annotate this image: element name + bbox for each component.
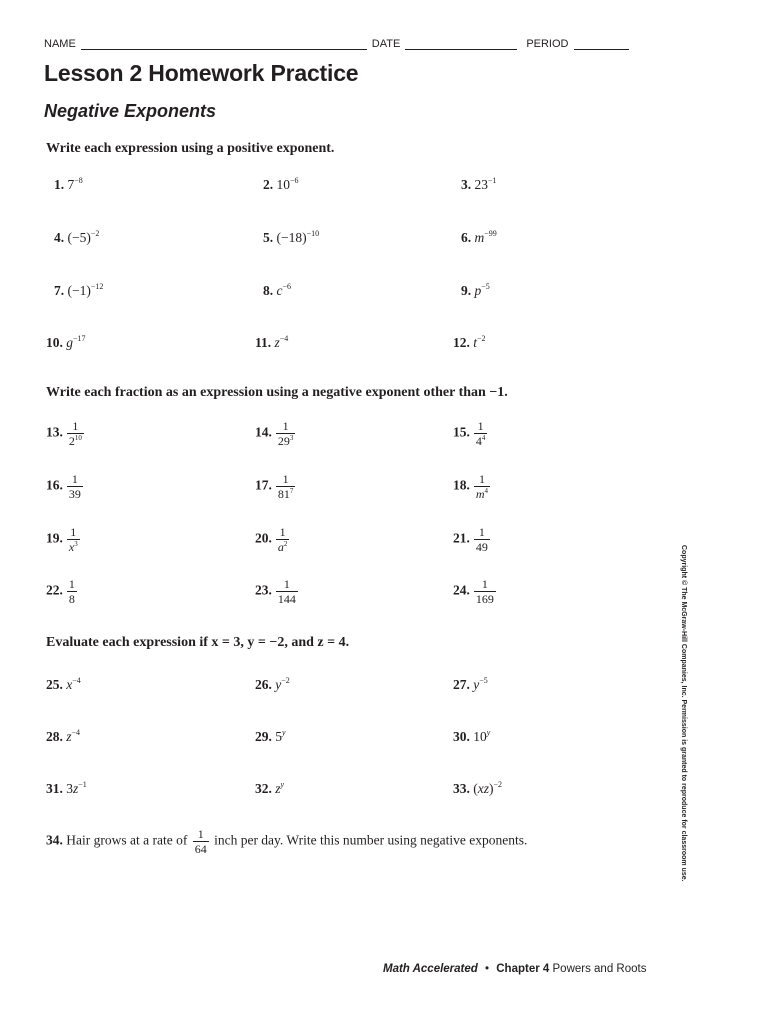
expression-base: 10 bbox=[473, 729, 487, 744]
problem bbox=[46, 336, 86, 350]
expression-exponent: −10 bbox=[306, 229, 320, 238]
fraction-numerator: 1 bbox=[70, 525, 77, 539]
fraction bbox=[276, 578, 298, 605]
expression-base: 10 bbox=[276, 177, 290, 192]
page-subtitle: Negative Exponents bbox=[44, 101, 217, 121]
fraction bbox=[474, 526, 490, 553]
problem bbox=[453, 473, 490, 500]
fraction-denominator: 64 bbox=[194, 841, 207, 856]
problem bbox=[453, 782, 502, 796]
date-blank[interactable] bbox=[405, 38, 517, 50]
problem-number: 5. bbox=[263, 230, 277, 245]
expression-exponent: −8 bbox=[74, 176, 83, 185]
problem bbox=[453, 678, 488, 692]
problem-number: 11. bbox=[255, 335, 275, 350]
fraction bbox=[67, 526, 80, 553]
problem-number: 25. bbox=[46, 677, 67, 692]
problem-number: 7. bbox=[54, 283, 68, 298]
problem-number: 21. bbox=[453, 530, 470, 546]
header-row bbox=[44, 34, 636, 50]
fraction-denominator: 49 bbox=[475, 539, 488, 554]
problem bbox=[46, 578, 77, 605]
fraction bbox=[474, 420, 488, 447]
problem-number: 18. bbox=[453, 477, 470, 493]
fraction-denominator: 169 bbox=[475, 591, 494, 606]
expression-exponent: y bbox=[280, 780, 285, 789]
footer-chapter: Chapter 4 bbox=[496, 963, 550, 975]
fraction-numerator: 1 bbox=[477, 419, 484, 433]
fraction-numerator: 1 bbox=[71, 472, 78, 486]
copyright-notice: Copyright © The McGraw-Hill Companies, Inc. Permission is granted to reproduce for classroom use. bbox=[680, 545, 687, 882]
expression-base: (xz) bbox=[473, 781, 494, 796]
fraction bbox=[67, 473, 83, 500]
fraction-numerator: 1 bbox=[282, 472, 289, 486]
problem bbox=[453, 336, 486, 350]
fraction bbox=[193, 828, 209, 855]
expression-base: m bbox=[474, 230, 485, 245]
fraction-numerator: 1 bbox=[283, 577, 290, 591]
expression-exponent: −4 bbox=[72, 676, 81, 685]
problem-number: 23. bbox=[255, 582, 272, 598]
problem-number: 3. bbox=[461, 177, 475, 192]
fraction bbox=[474, 578, 496, 605]
fraction bbox=[276, 420, 296, 447]
expression-exponent: −12 bbox=[90, 282, 104, 291]
problem bbox=[255, 526, 289, 553]
problem-text-before: Hair grows at a rate of bbox=[66, 832, 188, 848]
footer-bullet: • bbox=[485, 963, 490, 975]
period-blank[interactable] bbox=[574, 38, 629, 50]
problem-number: 26. bbox=[255, 677, 276, 692]
fraction-denominator: $2^{10}$ bbox=[68, 433, 82, 448]
denominator-exponent: 10 bbox=[74, 433, 82, 442]
expression-base: 3z bbox=[66, 781, 79, 796]
expression-base: 7 bbox=[67, 177, 75, 192]
problem-number: 22. bbox=[46, 582, 63, 598]
fraction-numerator: 1 bbox=[481, 577, 488, 591]
problem bbox=[54, 231, 99, 245]
fraction-numerator: 1 bbox=[72, 419, 79, 433]
problem-number: 30. bbox=[453, 729, 474, 744]
section1-instruction: Write each expression using a positive exponent. bbox=[46, 141, 335, 156]
denominator-exponent: 3 bbox=[74, 539, 78, 548]
problem bbox=[255, 473, 295, 500]
expression-exponent: −1 bbox=[488, 176, 497, 185]
expression-base: (−5) bbox=[67, 230, 91, 245]
fraction bbox=[276, 526, 290, 553]
expression-base: y bbox=[473, 677, 480, 692]
problem-number: 12. bbox=[453, 335, 474, 350]
problem bbox=[54, 284, 103, 298]
problem bbox=[46, 526, 80, 553]
fraction-denominator: $4^4$ bbox=[475, 433, 486, 448]
problem bbox=[461, 178, 497, 192]
problem-text-after: inch per day. Write this number using negative exponents. bbox=[214, 832, 528, 848]
section3-instruction: Evaluate each expression if x = 3, y = −2, and z = 4. bbox=[46, 635, 350, 650]
problem-number: 8. bbox=[263, 283, 277, 298]
expression-base: z bbox=[275, 781, 281, 796]
fraction-denominator: $m^4$ bbox=[475, 486, 489, 501]
problem-number: 1. bbox=[54, 177, 68, 192]
problem-number: 32. bbox=[255, 781, 276, 796]
expression-exponent: −5 bbox=[481, 282, 490, 291]
footer-chapter-title: Powers and Roots bbox=[552, 963, 647, 975]
problem-number: 27. bbox=[453, 677, 474, 692]
fraction bbox=[474, 473, 490, 500]
expression-exponent: −1 bbox=[78, 780, 87, 789]
fraction bbox=[67, 420, 84, 447]
problem-number: 29. bbox=[255, 729, 276, 744]
denominator-exponent: 7 bbox=[289, 486, 294, 495]
problem bbox=[54, 178, 83, 192]
problem-number: 34. bbox=[46, 832, 63, 848]
expression-exponent: −99 bbox=[484, 229, 497, 238]
problem-number: 2. bbox=[263, 177, 277, 192]
expression-exponent: −4 bbox=[279, 334, 289, 343]
problem-number: 10. bbox=[46, 335, 67, 350]
denominator-exponent: 2 bbox=[283, 539, 288, 548]
expression-base: (−1) bbox=[67, 283, 91, 298]
expression-exponent: y bbox=[486, 728, 491, 737]
date-label: DATE bbox=[371, 38, 401, 50]
problem-number: 13. bbox=[46, 424, 63, 440]
name-blank[interactable] bbox=[81, 38, 367, 50]
problem-number: 6. bbox=[461, 230, 475, 245]
fraction-numerator: 1 bbox=[478, 525, 485, 539]
expression-base: 23 bbox=[474, 177, 488, 192]
problem bbox=[46, 730, 80, 744]
expression-base: x bbox=[66, 677, 73, 692]
problem bbox=[255, 678, 290, 692]
expression-base: 5 bbox=[275, 729, 282, 744]
problem-number: 17. bbox=[255, 477, 272, 493]
problem-number: 19. bbox=[46, 530, 63, 546]
expression-exponent: −2 bbox=[477, 334, 486, 343]
problem bbox=[453, 420, 487, 447]
problem-34 bbox=[46, 828, 527, 855]
expression-base: g bbox=[66, 335, 73, 350]
problem bbox=[46, 420, 84, 447]
problem bbox=[263, 231, 319, 245]
denominator-exponent: 4 bbox=[481, 433, 486, 442]
problem bbox=[453, 526, 490, 553]
fraction-denominator: $a^2$ bbox=[277, 539, 288, 554]
problem bbox=[46, 473, 83, 500]
problem bbox=[263, 284, 291, 298]
expression-base: (−18) bbox=[276, 230, 307, 245]
problem-number: 9. bbox=[461, 283, 475, 298]
problem-number: 20. bbox=[255, 530, 272, 546]
problem-number: 28. bbox=[46, 729, 67, 744]
expression-exponent: −6 bbox=[290, 176, 299, 185]
fraction-numerator: 1 bbox=[197, 827, 204, 841]
fraction-denominator: 8 bbox=[68, 591, 75, 606]
problem bbox=[255, 336, 288, 350]
fraction bbox=[67, 578, 77, 605]
fraction-numerator: 1 bbox=[68, 577, 75, 591]
problem bbox=[461, 284, 490, 298]
page-title: Lesson 2 Homework Practice bbox=[44, 60, 359, 86]
expression-base: z bbox=[274, 335, 280, 350]
problem bbox=[453, 578, 496, 605]
name-label: NAME bbox=[44, 38, 76, 50]
period-label: PERIOD bbox=[526, 38, 569, 50]
problem bbox=[46, 678, 81, 692]
fraction-denominator: $x^3$ bbox=[68, 539, 78, 554]
problem-number: 24. bbox=[453, 582, 470, 598]
problem-number: 31. bbox=[46, 781, 67, 796]
expression-exponent: −17 bbox=[73, 334, 86, 343]
denominator-exponent: 3 bbox=[289, 433, 294, 442]
problem-number: 33. bbox=[453, 781, 474, 796]
problem bbox=[255, 730, 286, 744]
page-footer bbox=[383, 963, 646, 975]
fraction-denominator: $29^3$ bbox=[277, 433, 294, 448]
fraction-denominator: 144 bbox=[277, 591, 296, 606]
problem-number: 4. bbox=[54, 230, 68, 245]
expression-exponent: −2 bbox=[493, 780, 503, 789]
problem bbox=[461, 231, 497, 245]
denominator-exponent: 4 bbox=[484, 486, 489, 495]
expression-exponent: −2 bbox=[90, 229, 100, 238]
problem-number: 15. bbox=[453, 424, 470, 440]
fraction-numerator: 1 bbox=[282, 419, 289, 433]
expression-base: p bbox=[474, 283, 482, 298]
expression-exponent: −4 bbox=[71, 728, 81, 737]
problem-number: 16. bbox=[46, 477, 63, 493]
footer-book-title: Math Accelerated bbox=[383, 963, 478, 975]
expression-base: t bbox=[473, 335, 478, 350]
problem-number: 14. bbox=[255, 424, 272, 440]
expression-exponent: y bbox=[282, 728, 286, 737]
expression-exponent: −2 bbox=[281, 676, 290, 685]
fraction bbox=[276, 473, 296, 500]
expression-base: c bbox=[276, 283, 283, 298]
fraction-denominator: $81^7$ bbox=[277, 486, 294, 501]
problem bbox=[263, 178, 299, 192]
expression-base: y bbox=[275, 677, 282, 692]
fraction-numerator: 1 bbox=[478, 472, 485, 486]
problem bbox=[46, 782, 87, 796]
problem bbox=[453, 730, 490, 744]
problem bbox=[255, 420, 295, 447]
fraction-denominator: 39 bbox=[68, 486, 81, 501]
expression-exponent: −6 bbox=[282, 282, 292, 291]
problem bbox=[255, 782, 284, 796]
fraction-numerator: 1 bbox=[279, 525, 286, 539]
section2-instruction: Write each fraction as an expression using a negative exponent other than −1. bbox=[46, 385, 508, 400]
expression-exponent: −5 bbox=[479, 676, 488, 685]
problem bbox=[255, 578, 298, 605]
expression-base: z bbox=[66, 729, 72, 744]
